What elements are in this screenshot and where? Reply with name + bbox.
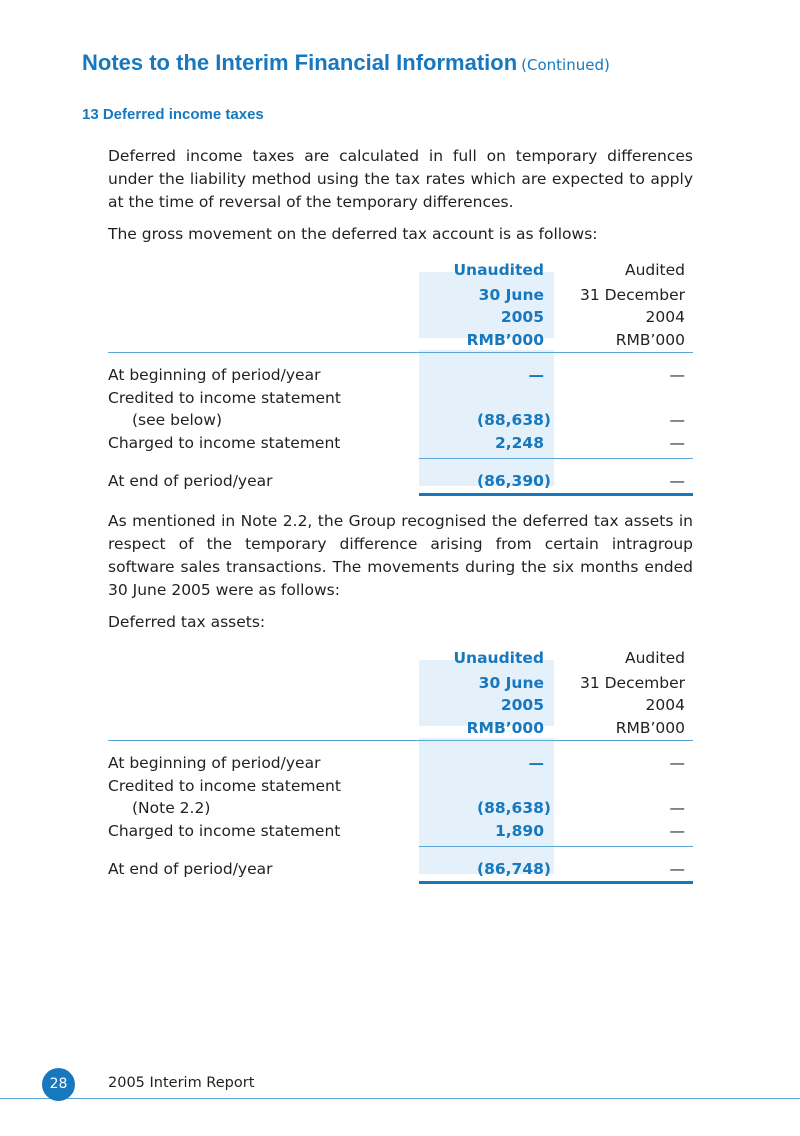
col2-year: 2004 [645,308,685,326]
deferred-tax-movement-table [108,258,693,498]
row-value-2004: — [669,799,685,817]
col1-year: 2005 [500,696,544,714]
col2-status: Audited [624,261,685,279]
deferred-tax-assets-table [108,646,693,886]
row-value-2005: — [528,366,544,384]
row-value-2005: (86,390) [477,472,551,490]
row-label: Charged to income statement [108,434,341,452]
row-value-2005: (88,638) [477,411,551,429]
row-label: At end of period/year [108,860,273,878]
intro-paragraph: Deferred income taxes are calculated in full on temporary differences under the liability method using the tax rates which are expected to apply at the time of reversal of the temporary differences. [108,147,693,211]
row-value-2004: — [669,754,685,772]
row-value-2005: (86,748) [477,860,551,878]
col1-date: 30 June [478,674,544,692]
row-value-2005: 2,248 [494,434,544,452]
page-title [82,50,610,76]
footer-rule [0,1098,800,1099]
col2-date: 31 December [579,286,685,304]
row-label: Credited to income statement [108,777,341,795]
assets-intro: Deferred tax assets: [108,613,266,631]
col2-date: 31 December [579,674,685,692]
total-rule [419,493,693,496]
row-label-continued: (see below) [132,411,223,429]
section-heading: 13 Deferred income taxes [82,106,264,123]
row-label: Charged to income statement [108,822,341,840]
row-value-2004: — [669,411,685,429]
note-paragraph: As mentioned in Note 2.2, the Group recognised the deferred tax assets in respect of the temporary difference arising from certain intragroup software sales transactions. The movements during the six months ended 30 June 2005 were as follows: [108,512,693,599]
footer-report-title: 2005 Interim Report [108,1075,255,1091]
row-value-2005: 1,890 [494,822,544,840]
movement-intro: The gross movement on the deferred tax account is as follows: [108,225,598,243]
subtotal-rule [419,458,693,459]
row-value-2005: — [528,754,544,772]
col1-date: 30 June [478,286,544,304]
row-label: At beginning of period/year [108,366,321,384]
header-rule [108,740,693,741]
col2-unit: RMB’000 [615,331,685,349]
header-rule [108,352,693,353]
page-title-text: Notes to the Interim Financial Information [82,50,518,75]
page-number-badge: 28 [42,1068,75,1101]
col2-unit: RMB’000 [615,719,685,737]
row-value-2004: — [669,366,685,384]
subtotal-rule [419,846,693,847]
row-value-2005: (88,638) [477,799,551,817]
highlight-column-header [419,660,554,726]
page-title-continued: (Continued) [521,56,610,74]
col1-unit: RMB’000 [466,719,544,737]
row-value-2004: — [669,860,685,878]
col2-status: Audited [624,649,685,667]
row-value-2004: — [669,472,685,490]
col1-unit: RMB’000 [466,331,544,349]
row-value-2004: — [669,822,685,840]
col1-status: Unaudited [453,649,544,667]
row-label-continued: (Note 2.2) [132,799,211,817]
col1-year: 2005 [500,308,544,326]
highlight-column-header [419,272,554,338]
col2-year: 2004 [645,696,685,714]
col1-status: Unaudited [453,261,544,279]
row-label: Credited to income statement [108,389,341,407]
row-value-2004: — [669,434,685,452]
total-rule [419,881,693,884]
row-label: At end of period/year [108,472,273,490]
row-label: At beginning of period/year [108,754,321,772]
